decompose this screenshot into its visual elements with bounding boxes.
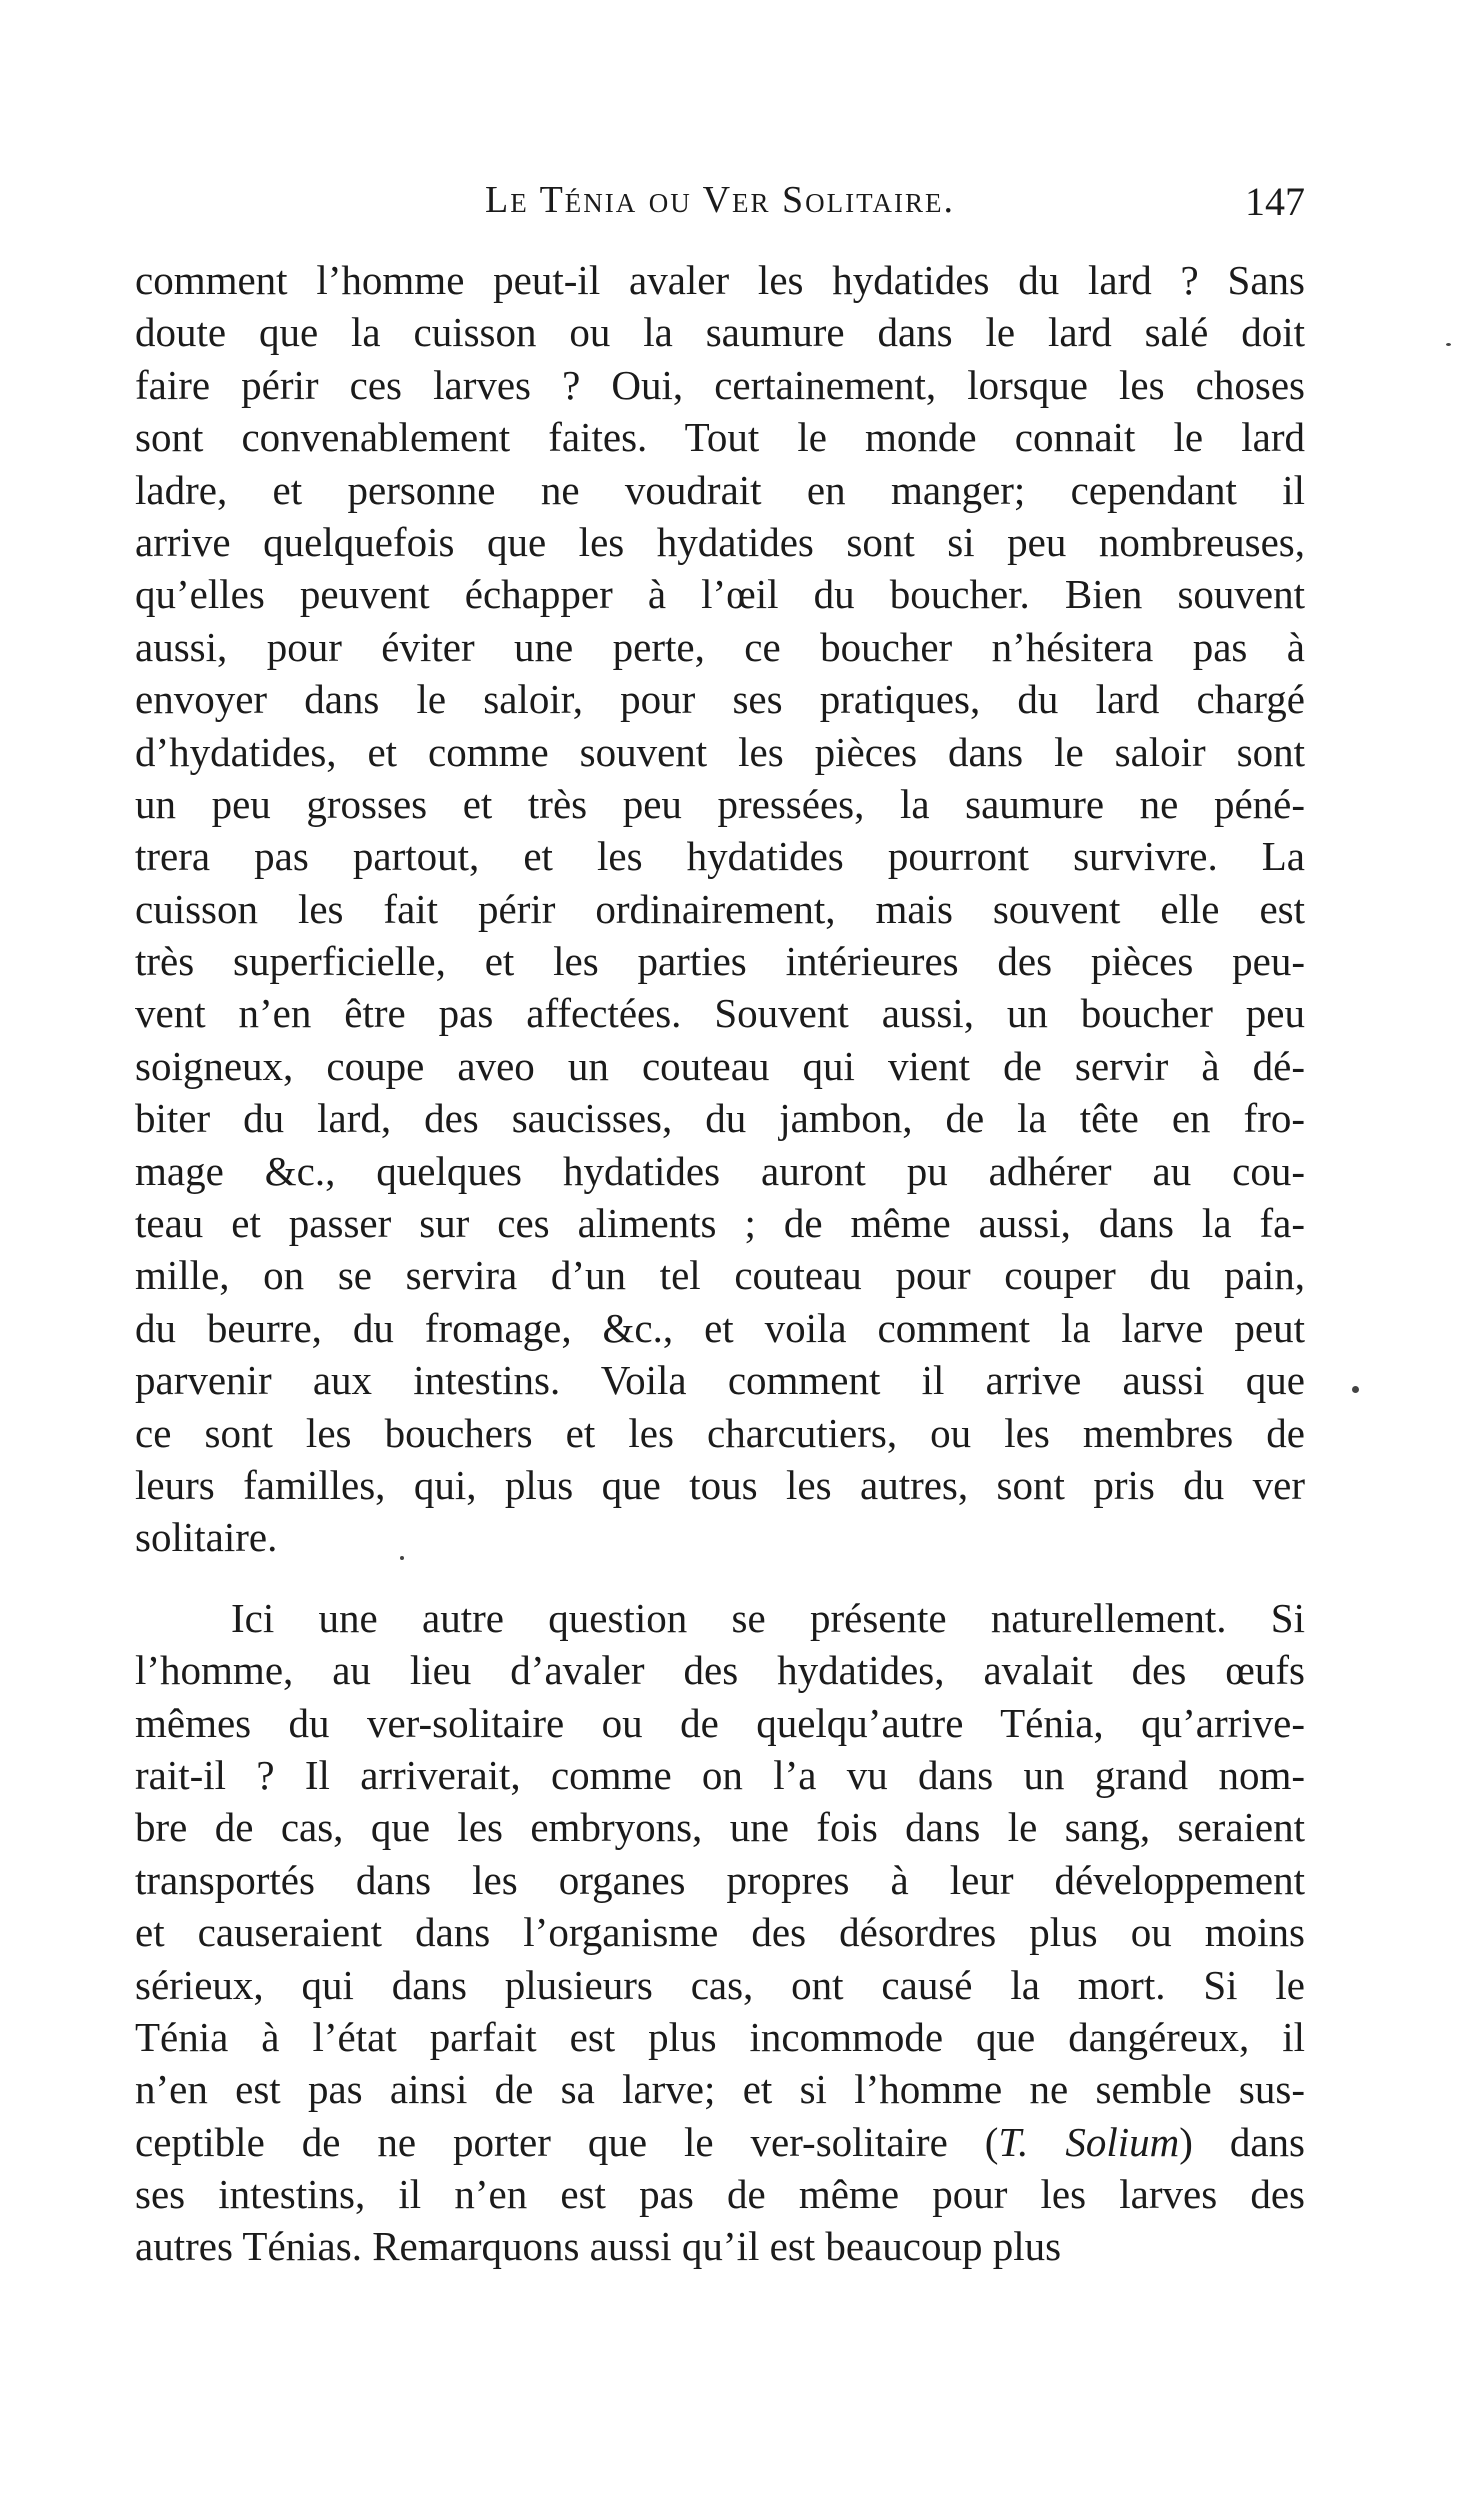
- scan-speck: [1352, 1386, 1359, 1393]
- text-line: teau et passer sur ces aliments ; de même aussi, dans la fa-: [135, 1200, 1305, 1247]
- text-line: solitaire.: [135, 1514, 278, 1561]
- text-line: mage &c., quelques hydatides auront pu adhérer au cou-: [135, 1147, 1305, 1194]
- text-line: un peu grosses et très peu pressées, la saumure ne péné-: [135, 780, 1305, 827]
- text-line: envoyer dans le saloir, pour ses pratiques, du lard chargé: [135, 676, 1305, 723]
- text-line: leurs familles, qui, plus que tous les autres, sont pris du ver: [135, 1461, 1305, 1508]
- text-line: ceptible de ne porter que le ver-solitaire (T. Solium) dans: [135, 2118, 1306, 2165]
- text-line: du beurre, du fromage, &c., et voila comment la larve peut: [135, 1304, 1305, 1351]
- paragraph-spacing: [135, 1564, 1305, 1592]
- body-text: [135, 254, 1305, 2273]
- text-line: sérieux, qui dans plusieurs cas, ont causé la mort. Si le: [135, 1961, 1305, 2008]
- page-header: [135, 178, 1305, 234]
- text-line: l’homme, au lieu d’avaler des hydatides, avalait des œufs: [135, 1647, 1305, 1694]
- text-line: d’hydatides, et comme souvent les pièces dans le saloir sont: [135, 728, 1305, 775]
- text-line: rait-il ? Il arriverait, comme on l’a vu dans un grand nom-: [135, 1751, 1305, 1798]
- text-line: bre de cas, que les embryons, une fois dans le sang, seraient: [135, 1804, 1305, 1851]
- text-line: Ténia à l’état parfait est plus incommode que dangéreux, il: [135, 2013, 1305, 2060]
- text-line: qu’elles peuvent échapper à l’œil du boucher. Bien souvent: [135, 571, 1305, 618]
- text-line: arrive quelquefois que les hydatides sont si peu nombreuses,: [135, 518, 1305, 565]
- text-line: aussi, pour éviter une perte, ce boucher n’hésitera pas à: [135, 623, 1305, 670]
- text-line: cuisson les fait périr ordinairement, mais souvent elle est: [135, 885, 1305, 932]
- paragraph-2: [135, 1592, 1305, 2273]
- text-line: n’en est pas ainsi de sa larve; et si l’homme ne semble sus-: [135, 2066, 1305, 2113]
- text-line: comment l’homme peut-il avaler les hydatides du lard ? Sans: [135, 257, 1305, 303]
- text-line: faire périr ces larves ? Oui, certainement, lorsque les choses: [135, 361, 1305, 408]
- text-line: trera pas partout, et les hydatides pourront survivre. La: [135, 833, 1305, 880]
- scan-speck: [1446, 343, 1451, 346]
- text-line: mêmes du ver-solitaire ou de quelqu’autre Ténia, qu’arrive-: [135, 1699, 1305, 1746]
- text-line: doute que la cuisson ou la saumure dans le lard salé doit: [135, 309, 1305, 356]
- text-line: autres Ténias. Remarquons aussi qu’il est beaucoup plus: [135, 2223, 1062, 2270]
- text-line: ses intestins, il n’en est pas de même pour les larves des: [135, 2171, 1305, 2218]
- species-name: T. Solium: [998, 2118, 1180, 2165]
- text-line: biter du lard, des saucisses, du jambon, de la tête en fro-: [135, 1095, 1305, 1142]
- running-title: Le Ténia ou Ver Solitaire.: [485, 179, 955, 221]
- text-line: mille, on se servira d’un tel couteau pour couper du pain,: [135, 1252, 1305, 1299]
- scan-speck: [400, 1556, 404, 1560]
- paragraph-1: [135, 254, 1305, 1564]
- text-line: sont convenablement faites. Tout le monde connait le lard: [135, 414, 1305, 461]
- text-line: très superficielle, et les parties intérieures des pièces peu-: [135, 938, 1305, 985]
- page-number: 147: [1245, 179, 1305, 224]
- text-line: Ici une autre question se présente naturellement. Si: [231, 1594, 1305, 1641]
- text-line: ladre, et personne ne voudrait en manger; cependant il: [135, 466, 1305, 513]
- text-line: soigneux, coupe aveo un couteau qui vient de servir à dé-: [135, 1042, 1305, 1089]
- text-line: parvenir aux intestins. Voila comment il arrive aussi que: [135, 1357, 1305, 1404]
- text-line: et causeraient dans l’organisme des désordres plus ou moins: [135, 1909, 1305, 1956]
- text-line: transportés dans les organes propres à leur développement: [135, 1856, 1305, 1903]
- text-line: vent n’en être pas affectées. Souvent aussi, un boucher peu: [135, 990, 1305, 1037]
- text-line: ce sont les bouchers et les charcutiers, ou les membres de: [135, 1409, 1305, 1456]
